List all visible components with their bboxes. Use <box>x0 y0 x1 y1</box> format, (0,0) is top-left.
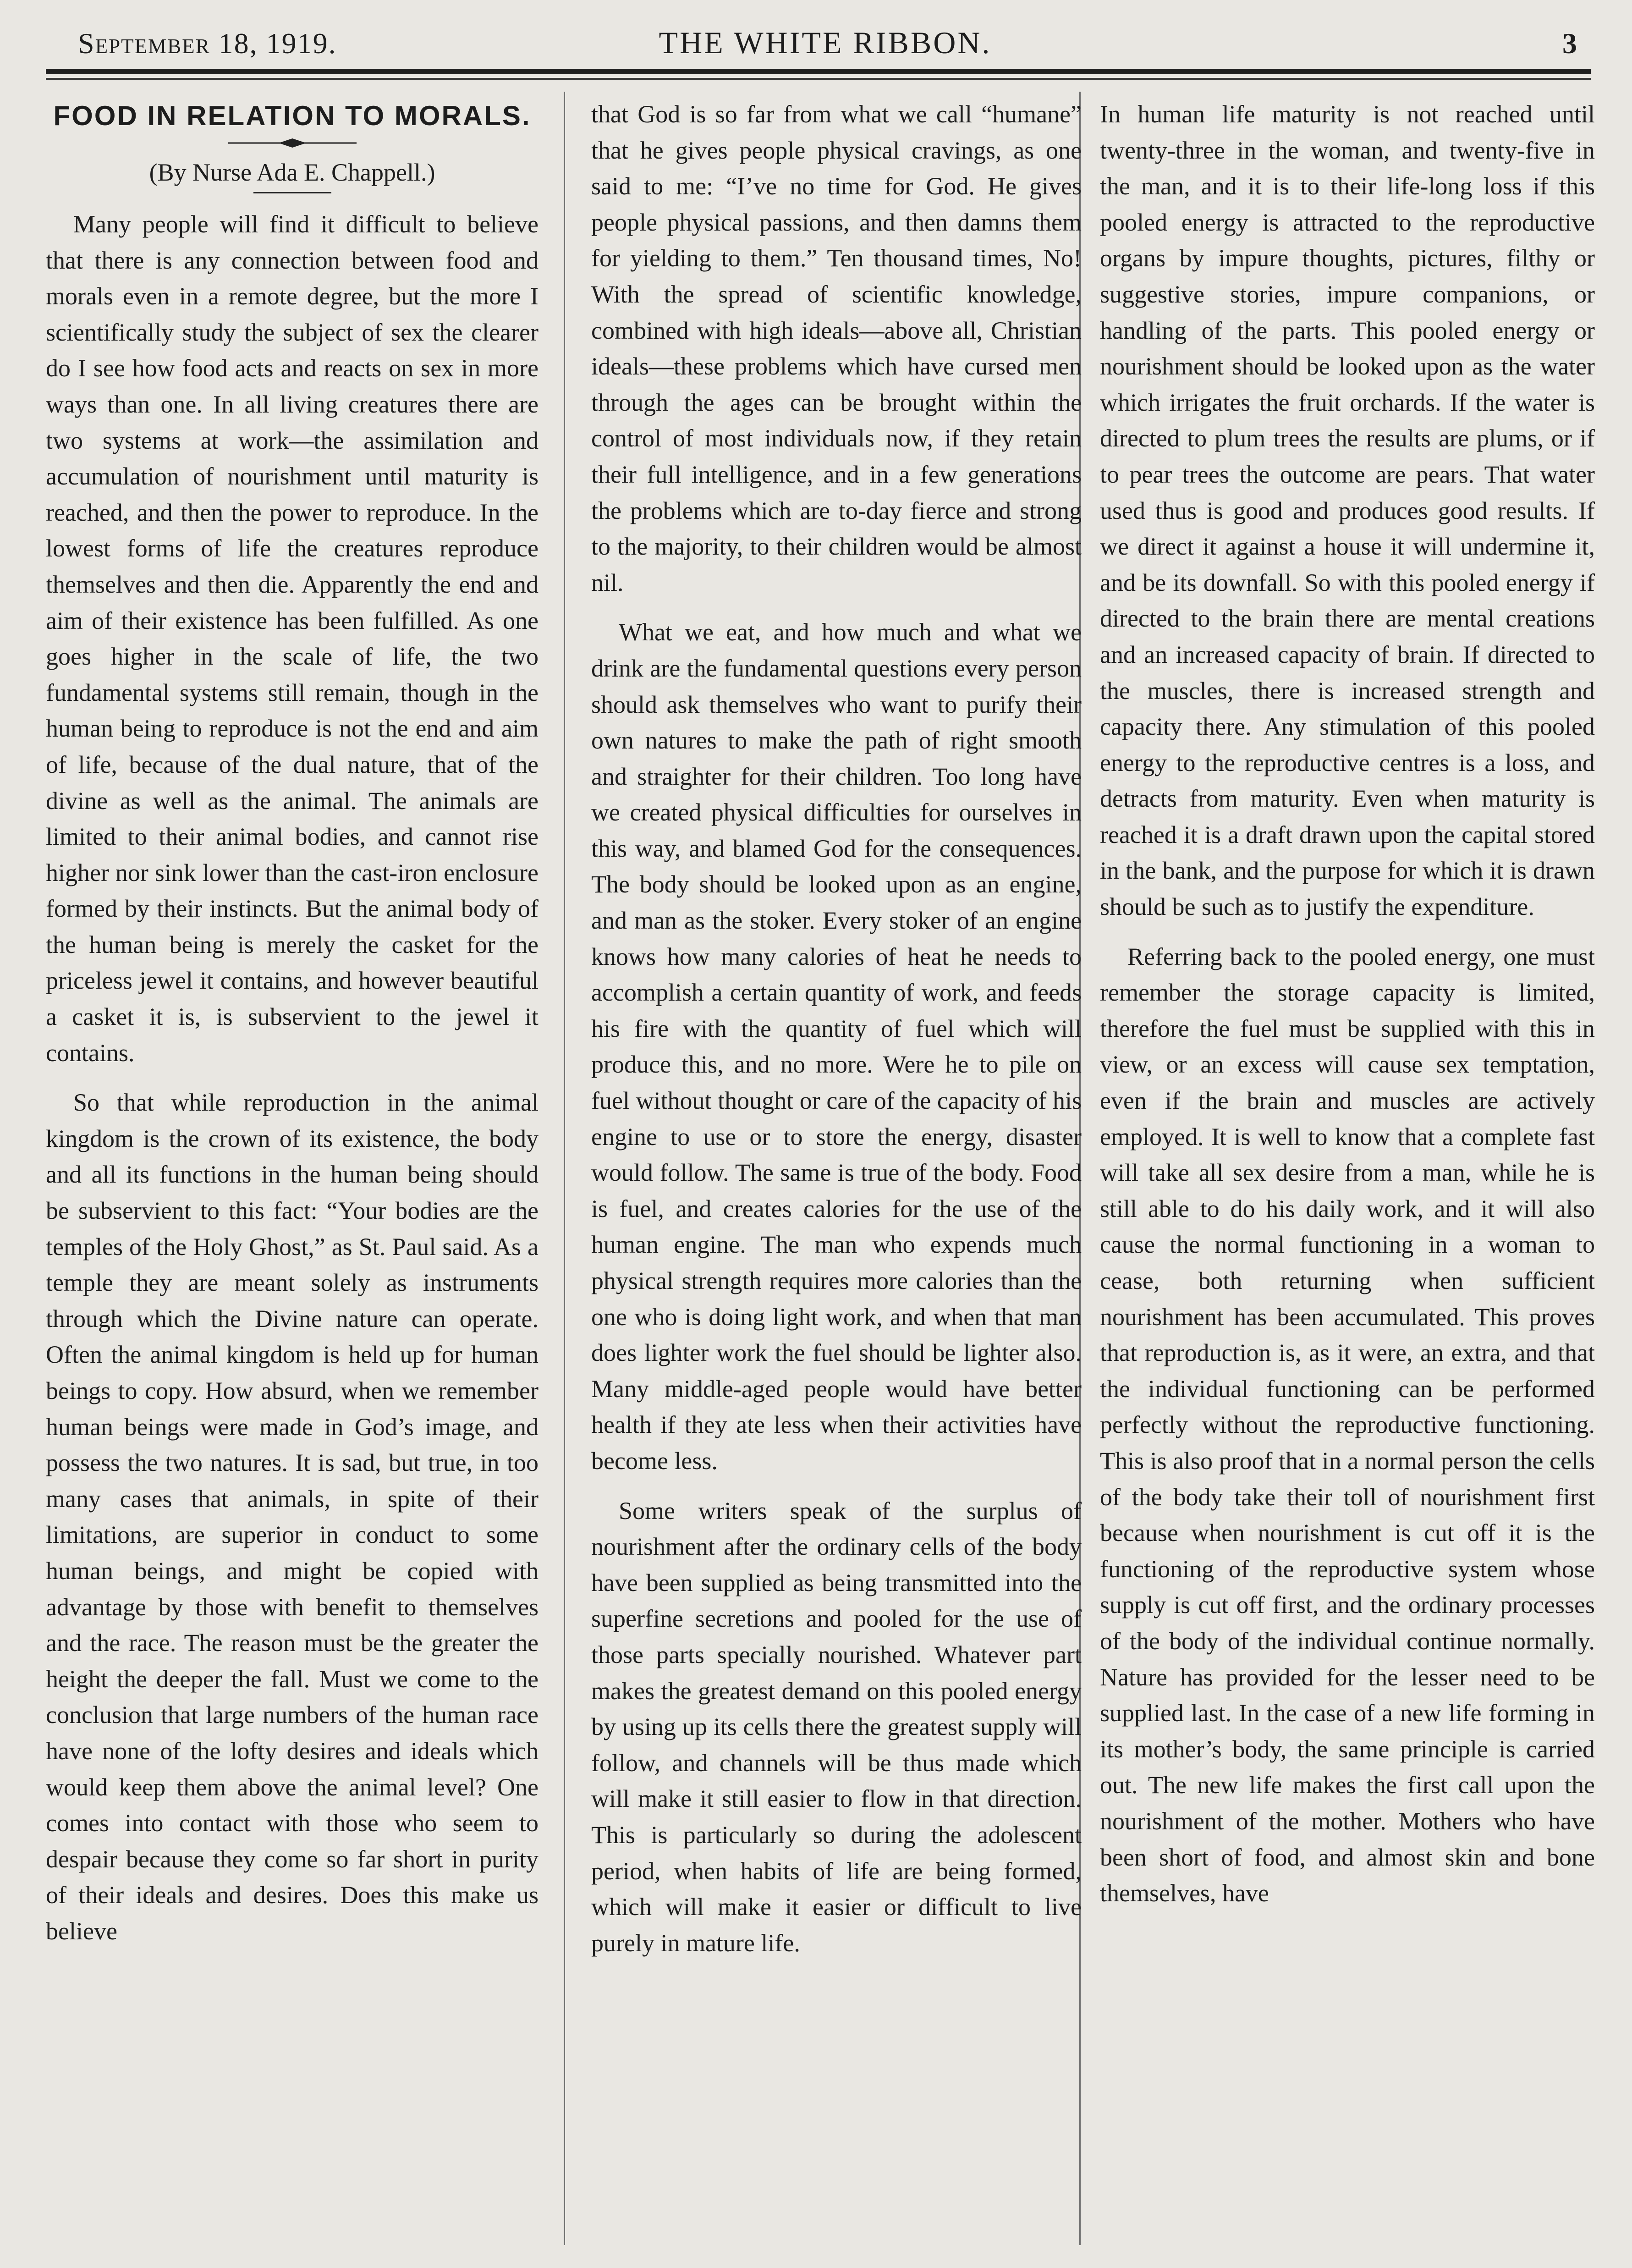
column-2 <box>591 96 1082 2250</box>
page-header <box>73 22 1577 63</box>
paragraph: Referring back to the pooled energy, one must remember the storage capacity is limited, therefore the fuel must be supplied with this in view, or an excess will cause sex temptation, even if the brain and muscles are actively employed. It is well to know that a complete fast will take all sex desire from a man, while he is still able to do his daily work, and it will also cause the normal functioning in a woman to cease, both returning when sufficient nourishment has been accumulated. This proves that reproduction is, as it were, an extra, and that the individual functioning can be performed perfectly without the reproductive functioning. This is also proof that in a normal person the cells of the body take their toll of nourishment first because when nourishment is cut off it is the functioning of the reproductive system whose supply is cut off first, and the ordinary processes of the body of the individual continue normally. Nature has provided for the lesser need to be supplied last. In the case of a new life forming in its mother’s body, the same principle is carried out. The new life makes the first call upon the nourishment of the mother. Mothers who have been short of food, and almost skin and bone themselves, have <box>1100 942 1595 1907</box>
paragraph: In human life maturity is not reached until twenty-three in the woman, and twenty-five in the man, and it is to their life-long loss if this pooled energy is attracted to the reproductive organs by impure thoughts, pictures, filthy or suggestive stories, impure companions, or handling of the parts. This pooled energy or nourishment should be looked upon as the water which irrigates the fruit orchards. If the water is directed to plum trees the results are plums, or if to pear trees the outcome are pears. That water used thus is good and produces good results. If we direct it against a house it will undermine it, and be its downfall. So with this pooled energy if directed to the brain there are mental creations and an increased capacity of brain. If directed to the muscles, there is increased strength and capacity there. Any stimulation of this pooled energy to the reproductive centres is a loss, and detracts from maturity. Even when maturity is reached it is a draft drawn upon the capital stored in the bank, and the purpose for which it is drawn should be such as to justify the expenditure. <box>1100 100 1595 921</box>
article-title: FOOD IN RELATION TO MORALS. <box>53 100 531 131</box>
paragraph: that God is so far from what we call “humane” that he gives people physical cravings, as one said to me: “I’ve no time for God. He gives people physical passions, and then damns them for yielding to them.” Ten thousand times, No! With the spread of scientific knowledge, combined with high ideals—above all, Christian ideals—these problems which have cursed men through the ages can be brought within the control of most individuals now, if they retain their full intelligence, and in a few generations the problems which are to-day fierce and strong to the majority, to their children would be almost nil. <box>591 100 1082 596</box>
column-1 <box>46 96 539 2250</box>
column-divider <box>564 92 565 2245</box>
byline-rule <box>253 192 331 193</box>
header-rule <box>46 69 1591 83</box>
page-number: 3 <box>1562 27 1577 60</box>
header-rule-thin <box>46 78 1591 80</box>
paragraph: Many people will find it difficult to believe that there is any connection between food and morals even in a remote degree, but the more I scientifically study the subject of sex the clearer do I see how food acts and reacts on sex in more ways than one. In all living creatures there are two systems at work—the assimilation and accumulation of nourishment until maturity is reached, and then the power to reproduce. In the lowest forms of life the creatures reproduce themselves and then die. Apparently the end and aim of their existence has been fulfilled. As one goes higher in the scale of life, the two fundamental systems still remain, though in the human being to reproduce is not the end and aim of life, because of the dual nature, that of the divine as well as the animal. The animals are limited to their animal bodies, and cannot rise higher nor sink lower than the cast-iron enclosure formed by their instincts. But the animal body of the human being is merely the casket for the priceless jewel it contains, and however beautiful a casket it is, is subservient to the jewel it contains. <box>46 210 539 1067</box>
paragraph: What we eat, and how much and what we drink are the fundamental questions every person should ask themselves who want to purify their own natures to make the path of right smooth and straighter for their children. Too long have we created physical difficulties for ourselves in this way, and blamed God for the consequences. The body should be looked upon as an engine, and man as the stoker. Every stoker of an engine knows how many calories of heat he needs to accomplish a certain quantity of work, and feeds his fire with the quantity of fuel which will produce this, and no more. Were he to pile on fuel without thought or care of the capacity of his engine to use or to store the energy, disaster would follow. The same is true of the body. Food is fuel, and creates calories for the use of the human engine. The man who expends much physical strength requires more calories than the one who is doing light work, and when that man does lighter work the fuel should be lighter also. Many middle-aged people would have better health if they ate less when their activities have become less. <box>591 618 1082 1475</box>
column-3 <box>1100 96 1595 2250</box>
paragraph: So that while reproduction in the animal kingdom is the crown of its existence, the body and all its functions in the human being should be subservient to this fact: “Your bodies are the temples of the Holy Ghost,” as St. Paul said. As a temple they are meant solely as instruments through which the Divine nature can operate. Often the animal kingdom is held up for human beings to copy. How absurd, when we remember human beings were made in God’s image, and possess the two natures. It is sad, but true, in too many cases that animals, in spite of their limitations, are superior in conduct to some human beings, and might be copied with advantage by those with benefit to themselves and the race. The reason must be the greater the height the deeper the fall. Must we come to the conclusion that large numbers of the human race have none of the lofty desires and ideals which would keep them above the animal level? One comes into contact with those who seem to despair because they come so far short in purity of their ideals and desires. Does this make us believe <box>46 1089 539 1945</box>
publication-title: THE WHITE RIBBON. <box>659 25 992 60</box>
issue-date: September 18, 1919. <box>78 27 337 60</box>
ornament-rule-icon <box>224 136 361 150</box>
header-rule-thick <box>46 69 1591 74</box>
article-byline: (By Nurse Ada E. Chappell.) <box>149 159 435 186</box>
paragraph: Some writers speak of the surplus of nourishment after the ordinary cells of the body have been supplied as being transmitted into the superfine secretions and pooled for the use of those parts specially nourished. Whatever part makes the greatest demand on this pooled energy by using up its cells there the greatest supply will follow, and channels will be thus made which will make it still easier to flow in that direction. This is particularly so during the adolescent period, when habits of life are being formed, which will make it easier or difficult to live purely in mature life. <box>591 1497 1082 1957</box>
